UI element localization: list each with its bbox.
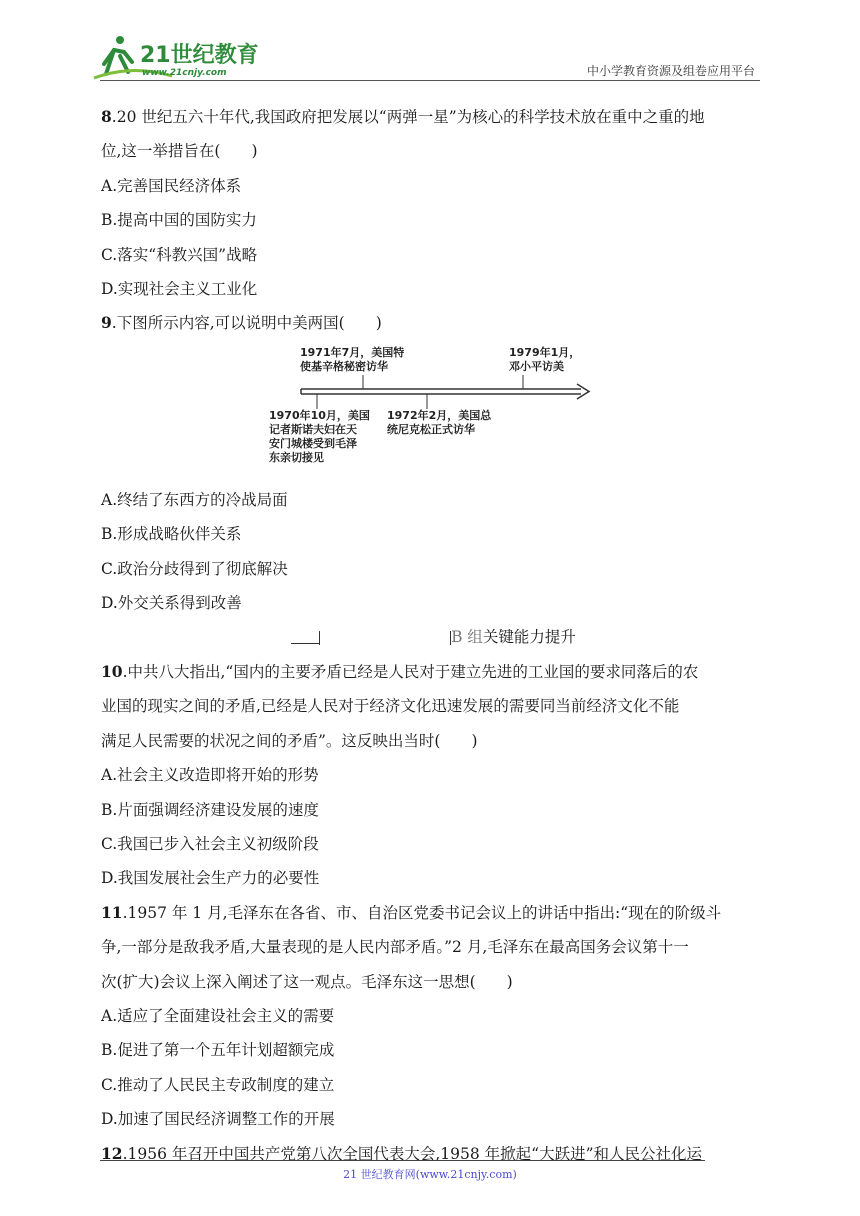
timeline-event-1971: 1971年7月，美国特 使基辛格秘密访华 xyxy=(300,345,405,373)
q11-option-b: B.促进了第一个五年计划超额完成 xyxy=(101,1041,335,1060)
q10-stem-text1: .中共八大指出,“国内的主要矛盾已经是人民对于建立先进的工业国的要求同落后的农 xyxy=(122,662,699,681)
q10-option-c: C.我国已步入社会主义初级阶段 xyxy=(101,834,319,853)
q9-option-a: A.终结了东西方的冷战局面 xyxy=(101,490,288,509)
q8-option-d: D.实现社会主义工业化 xyxy=(101,280,258,299)
timeline-event-1979: 1979年1月， 邓小平访美 xyxy=(509,345,581,373)
q10-option-a: A.社会主义改造即将开始的形势 xyxy=(101,766,319,785)
q8-option-b: B.提高中国的国防实力 xyxy=(101,211,257,230)
q11-stem-line2: 争,一部分是敌我矛盾,大量表现的是人民内部矛盾。”2 月,毛泽东在最高国务会议第十一 xyxy=(101,938,689,957)
logo-text: 21世纪教育 xyxy=(140,43,259,68)
footer-divider xyxy=(100,1160,705,1161)
q11-stem-line1 xyxy=(101,896,766,930)
q10-stem-line3: 满足人民需要的状况之间的矛盾”。这反映出当时( ) xyxy=(101,731,478,750)
timeline-event-1972: 1972年2月，美国总 统尼克松正式访华 xyxy=(387,408,492,436)
q11-option-a: A.适应了全面建设社会主义的需要 xyxy=(101,1006,335,1025)
arrow-head-icon xyxy=(577,384,589,399)
q11-stem-text1: .1957 年 1 月,毛泽东在各省、市、自治区党委书记会议上的讲话中指出:“现在的阶级斗 xyxy=(122,903,722,922)
q8-option-c: C.落实“科教兴国”战略 xyxy=(101,245,258,264)
timeline-event-1970: 1970年10月，美国 记者斯诺夫妇在天 安门城楼受到毛泽 东亲切接见 xyxy=(269,408,370,464)
question-content xyxy=(101,100,766,1171)
timeline-figure xyxy=(269,343,609,483)
q9-stem-text: .下图所示内容,可以说明中美两国( ) xyxy=(111,314,382,333)
section-tick-left xyxy=(319,631,320,645)
q8-option-a: A.完善国民经济体系 xyxy=(101,176,242,195)
q9-number: 9 xyxy=(101,313,112,333)
q12-stem-text1: .1956 年召开中国共产党第八次全国代表大会,1958 年掀起“大跃进”和人民公社化运 xyxy=(122,1144,703,1163)
section-rule-left xyxy=(291,633,319,644)
section-title: 关键能力提升 xyxy=(482,628,576,647)
q8-stem-line1 xyxy=(101,100,766,134)
q10-option-b: B.片面强调经济建设发展的速度 xyxy=(101,800,319,819)
q8-number: 8 xyxy=(101,107,112,126)
section-group: B 组 xyxy=(451,628,483,647)
q9-option-d: D.外交关系得到改善 xyxy=(101,594,242,613)
q11-number: 11 xyxy=(101,902,123,922)
q9-option-c: C.政治分歧得到了彻底解决 xyxy=(101,559,288,578)
q11-option-c: C.推动了人民民主专政制度的建立 xyxy=(101,1075,335,1094)
q10-option-d: D.我国发展社会生产力的必要性 xyxy=(101,869,320,888)
q9-option-b: B.形成战略伙伴关系 xyxy=(101,525,242,544)
q8-stem-line2: 位,这一举措旨在( ) xyxy=(101,142,258,161)
site-logo xyxy=(92,34,262,82)
q8-stem-text1: .20 世纪五六十年代,我国政府把发展以“两弹一星”为核心的科学技术放在重中之重的地 xyxy=(111,108,705,126)
footer-text: 21 世纪教育网(www.21cnjy.com) xyxy=(343,1168,517,1181)
platform-name: 中小学教育资源及组卷应用平台 xyxy=(586,64,755,78)
q11-stem-line3: 次(扩大)会议上深入阐述了这一观点。毛泽东这一思想( ) xyxy=(101,972,513,991)
header-divider xyxy=(100,80,760,81)
q12-number: 12 xyxy=(101,1143,123,1163)
q10-stem-line2: 业国的现实之间的矛盾,已经是人民对于经济文化迅速发展的需要同当前经济文化不能 xyxy=(101,697,680,716)
q11-option-d: D.加速了国民经济调整工作的开展 xyxy=(101,1110,335,1129)
q9-stem xyxy=(101,306,766,340)
q10-number: 10 xyxy=(101,661,123,681)
section-heading xyxy=(101,620,766,654)
logo-url: www.21cnjy.com xyxy=(142,68,227,78)
q10-stem-line1 xyxy=(101,655,766,689)
